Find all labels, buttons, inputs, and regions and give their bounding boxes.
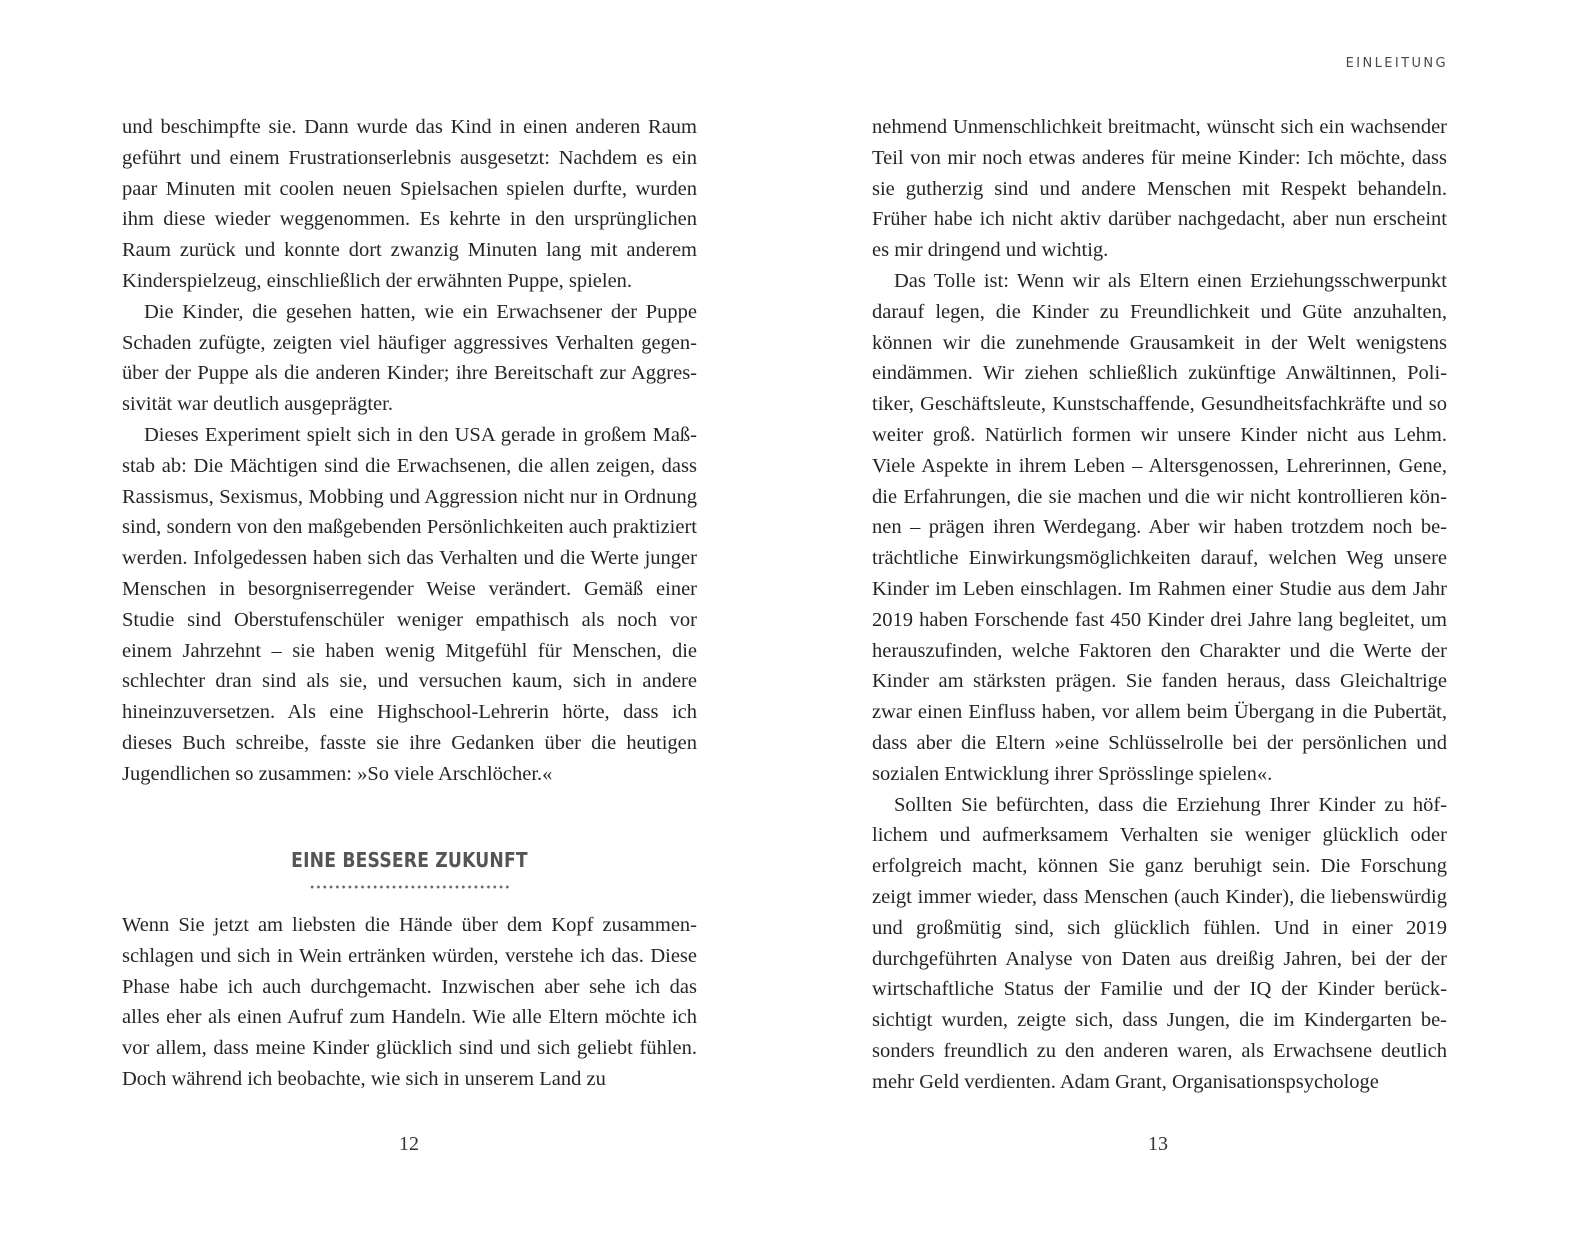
dotted-rule bbox=[309, 884, 511, 890]
page-number: 13 bbox=[1148, 1133, 1168, 1155]
running-head: EINLEITUNG bbox=[1345, 56, 1448, 71]
section-heading: EINE BESSERE ZUKUNFT bbox=[291, 848, 528, 872]
paragraph: Die Kinder, die gesehen hatten, wie ein Erwachsener der Puppe Schaden zufügte, zeigten viel häufiger aggressives Verhalten gegenüber der Puppe als die anderen Kinder; ihre Bereitschaft zur Aggressivität war deutlich ausgeprägter. bbox=[122, 300, 697, 416]
left-page-text bbox=[122, 112, 697, 790]
section-text bbox=[122, 910, 697, 1095]
paragraph: Dieses Experiment spielt sich in den USA gerade in großem Maßstab ab: Die Mächtigen sind die Erwachsenen, die allen zeigen, dass Rassismus, Sexismus, Mobbing und Aggression nicht nur in Ordnung sind, sondern von den maßgebenden Persönlichkeiten auch praktiziert werden. Infolgedessen haben sich das Verhalten und die Werte junger Menschen in besorgniserregender Weise verändert. Gemäß einer Studie sind Oberstufenschüler weniger empathisch als noch vor einem Jahrzehnt – sie haben wenig Mitgefühl für Menschen, die schlechter dran sind als sie, und versuchen kaum, sich in andere hineinzuversetzen. Als eine Highschool-Lehrerin hörte, dass ich dieses Buch schreibe, fasste sie ihre Gedanken über die heutigen Jugendlichen so zusammen: »So viele Arschlöcher.« bbox=[122, 423, 697, 785]
paragraph: Sollten Sie befürchten, dass die Erziehung Ihrer Kinder zu höflichem und aufmerksamem Verhalten sie weniger glücklich oder erfolgreich macht, können Sie ganz beruhigt sein. Die Forschung zeigt immer wieder, dass Menschen (auch Kinder), die liebenswürdig und großmütig sind, sich glücklich fühlen. Und in einer 2019 durchgeführten Analyse von Daten aus dreißig Jahren, bei der der wirtschaftliche Status der Familie und der IQ der Kinder berücksichtigt wurden, zeigte sich, dass Jungen, die im Kindergarten besonders freundlich zu den anderen waren, als Erwachsene deutlich mehr Geld verdienten. Adam Grant, Organisationspsychologe bbox=[872, 793, 1447, 1093]
right-page bbox=[797, 0, 1594, 1240]
paragraph: Das Tolle ist: Wenn wir als Eltern einen Erziehungsschwerpunkt darauf legen, die Kinder zu Freundlichkeit und Güte anzuhalten, können wir die zunehmende Grausamkeit in der Welt wenigstens eindämmen. Wir ziehen schließlich zukünftige Anwältinnen, Politiker, Geschäftsleute, Kunstschaffende, Gesundheitsfachkräfte und so weiter groß. Natürlich formen wir unsere Kinder nicht aus Lehm. Viele Aspekte in ihrem Leben – Altersgenossen, Lehrerinnen, Gene, die Erfahrungen, die sie machen und die wir nicht kontrollieren können – prägen ihren Werdegang. Aber wir haben trotzdem noch beträchtliche Einwirkungsmöglichkeiten darauf, welchen Weg unsere Kinder im Leben einschlagen. Im Rahmen einer Studie aus dem Jahr 2019 haben Forschende fast 450 Kinder drei Jahre lang begleitet, um herauszufinden, welche Faktoren den Charakter und die Werte der Kinder am stärksten prägen. Sie fanden heraus, dass Gleichaltrige zwar einen Einfluss haben, vor allem beim Übergang in die Pubertät, dass aber die Eltern »eine Schlüsselrolle bei der persönlichen und sozialen Entwicklung ihrer Sprösslinge spielen«. bbox=[872, 269, 1447, 785]
paragraph: und beschimpfte sie. Dann wurde das Kind in einen anderen Raum geführt und einem Frustrationserlebnis ausgesetzt: Nachdem es ein paar Minuten mit coolen neuen Spielsachen spielen durfte, wurden ihm diese wieder weggenommen. Es kehrte in den ursprünglichen Raum zurück und konnte dort zwanzig Minuten lang mit anderem Kinderspielzeug, einschließlich der erwähnten Puppe, spielen. bbox=[122, 116, 697, 292]
page-number: 12 bbox=[399, 1133, 419, 1155]
paragraph: nehmend Unmenschlichkeit breitmacht, wünscht sich ein wachsender Teil von mir noch etwas anderes für meine Kinder: Ich möchte, dass sie gutherzig sind und andere Menschen mit Respekt behandeln. Früher habe ich nicht aktiv darüber nachgedacht, aber nun erscheint es mir dringend und wichtig. bbox=[872, 116, 1447, 262]
right-page-text bbox=[872, 112, 1447, 1098]
paragraph: Wenn Sie jetzt am liebsten die Hände über dem Kopf zusammenschlagen und sich in Wein ertränken würden, verstehe ich das. Diese Phase habe ich auch durchgemacht. Inzwischen aber sehe ich das alles eher als einen Aufruf zum Handeln. Wie alle Eltern möchte ich vor allem, dass meine Kinder glücklich sind und sich geliebt fühlen. Doch während ich beobachte, wie sich in unserem Land zu bbox=[122, 914, 697, 1090]
